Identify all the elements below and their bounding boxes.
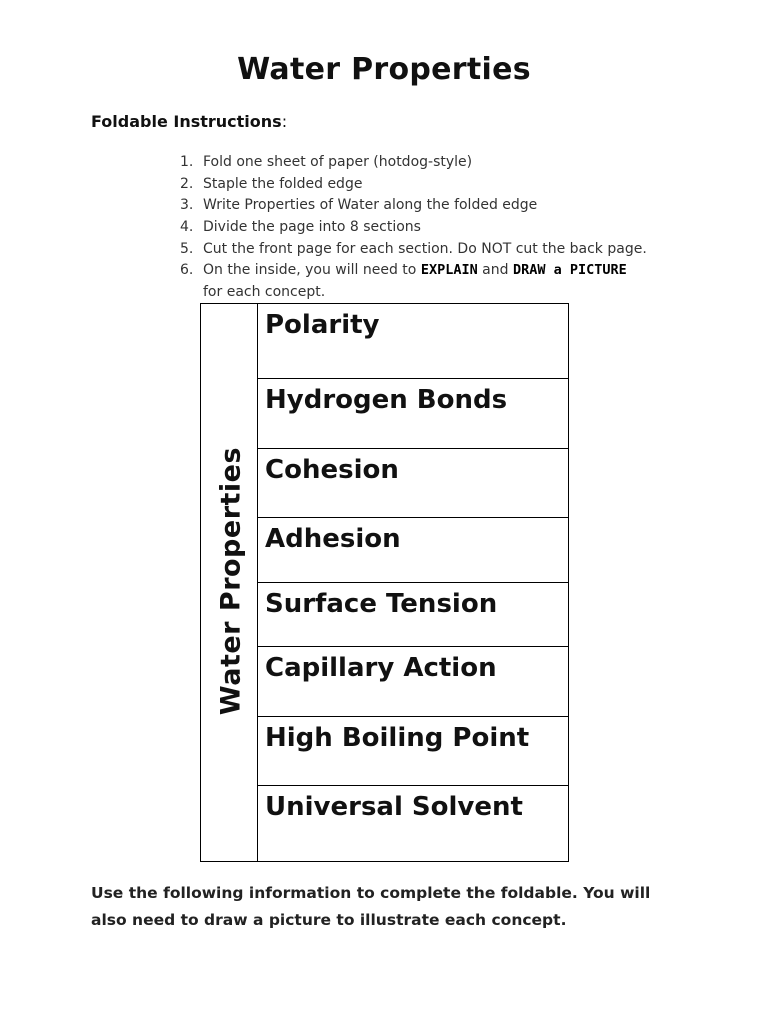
step-number: 4. (180, 219, 194, 236)
instruction-step-continuation (180, 282, 680, 304)
section-label: Adhesion (265, 524, 401, 554)
step-emphasis-explain: EXPLAIN (420, 262, 478, 279)
step-number: 1. (180, 154, 194, 170)
section-label: Polarity (265, 310, 380, 340)
foldable-section (258, 647, 568, 717)
foldable-section (258, 786, 568, 863)
step-text: for each concept. (203, 284, 326, 301)
instruction-step (180, 174, 680, 196)
step-number: 6. (180, 262, 194, 279)
instructions-heading (91, 112, 287, 131)
foldable-section (258, 518, 568, 583)
instructions-heading-colon: : (281, 112, 288, 131)
foldable-section (258, 304, 568, 379)
step-number: 3. (180, 197, 194, 214)
step-number: 2. (180, 175, 194, 192)
bottom-note: Use the following information to complete the foldable. You will also need to draw a picture to illustrate each concept. (91, 884, 651, 929)
instruction-step (180, 217, 680, 239)
step-text: On the inside, you will need to (203, 262, 421, 279)
step-text: Write Properties of Water along the folded edge (203, 197, 538, 214)
page-title: Water Properties (237, 52, 531, 87)
instruction-step (180, 152, 680, 174)
section-label: Hydrogen Bonds (265, 385, 508, 415)
section-label: Capillary Action (265, 653, 497, 683)
foldable-section (258, 379, 568, 449)
instructions-list (180, 152, 680, 304)
step-text: Fold one sheet of paper (hotdog-style) (203, 154, 473, 170)
step-text: and (477, 262, 513, 279)
instruction-step (180, 239, 680, 261)
step-text: Divide the page into 8 sections (203, 219, 421, 236)
spine-label: Water Properties (215, 446, 247, 716)
foldable-diagram (200, 303, 569, 862)
step-text: Staple the folded edge (203, 175, 363, 192)
section-label: Cohesion (265, 455, 399, 485)
instruction-step (180, 260, 680, 282)
step-text: Cut the front page for each section. Do NOT cut the back page. (203, 240, 647, 257)
foldable-section (258, 717, 568, 786)
foldable-section (258, 449, 568, 518)
section-label: High Boiling Point (265, 723, 530, 753)
section-label: Surface Tension (265, 589, 498, 619)
foldable-section (258, 583, 568, 647)
foldable-spine (201, 304, 258, 861)
section-label: Universal Solvent (265, 792, 523, 822)
step-emphasis-draw: DRAW a PICTURE (512, 262, 627, 279)
instruction-step (180, 195, 680, 217)
instructions-heading-text: Foldable Instructions (91, 112, 282, 131)
step-number: 5. (180, 240, 194, 257)
